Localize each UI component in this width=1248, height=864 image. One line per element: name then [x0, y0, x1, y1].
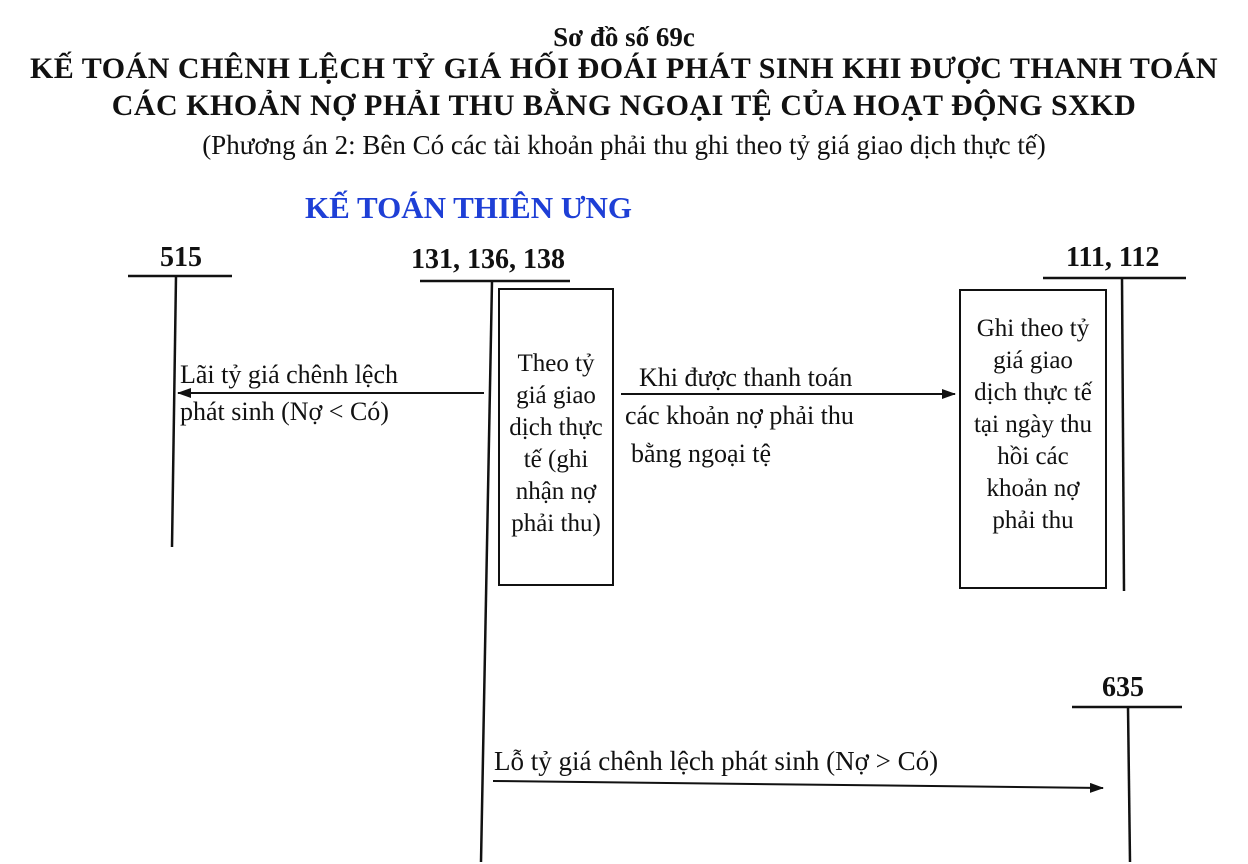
account-cash-vertical-line [1122, 278, 1124, 591]
author-watermark: KẾ TOÁN THIÊN ƯNG [305, 190, 633, 225]
title-line-2: CÁC KHOẢN NỢ PHẢI THU BẰNG NGOẠI TỆ CỦA HOẠT ĐỘNG SXKD [111, 89, 1137, 122]
diagram-number: Sơ đồ số 69c [553, 22, 695, 52]
gain-label-line-1: Lãi tỷ giá chênh lệch [180, 360, 399, 389]
gain-label-line-2: phát sinh (Nợ < Có) [180, 397, 389, 426]
loss-label: Lỗ tỷ giá chênh lệch phát sinh (Nợ > Có) [494, 746, 939, 776]
payment-label-line-1: Khi được thanh toán [639, 363, 853, 392]
payment-label [625, 359, 854, 473]
receivable-rate-box: Theo tỷ giá giao dịch thực tế (ghi nhận nợ phải thu) [498, 288, 614, 586]
cash-rate-box: Ghi theo tỷ giá giao dịch thực tế tại ngày thu hồi các khoản nợ phải thu [959, 289, 1107, 589]
account-receivables-vertical-line [481, 281, 492, 862]
payment-label-line-2: các khoản nợ phải thu [625, 401, 854, 430]
account-receivables-label: 131, 136, 138 [411, 244, 565, 275]
loss-arrow [493, 781, 1103, 788]
account-635-label: 635 [1102, 672, 1144, 703]
subtitle: (Phương án 2: Bên Có các tài khoản phải thu ghi theo tỷ giá giao dịch thực tế) [202, 130, 1046, 160]
account-cash-label: 111, 112 [1066, 242, 1160, 273]
payment-label-line-3: bằng ngoại tệ [631, 439, 772, 468]
account-635-vertical-line [1128, 707, 1130, 862]
account-515-label: 515 [160, 242, 202, 273]
gain-label [180, 356, 398, 430]
account-515-vertical-line [172, 276, 176, 547]
title-line-1: KẾ TOÁN CHÊNH LỆCH TỶ GIÁ HỐI ĐOÁI PHÁT SINH KHI ĐƯỢC THANH TOÁN [29, 52, 1219, 85]
